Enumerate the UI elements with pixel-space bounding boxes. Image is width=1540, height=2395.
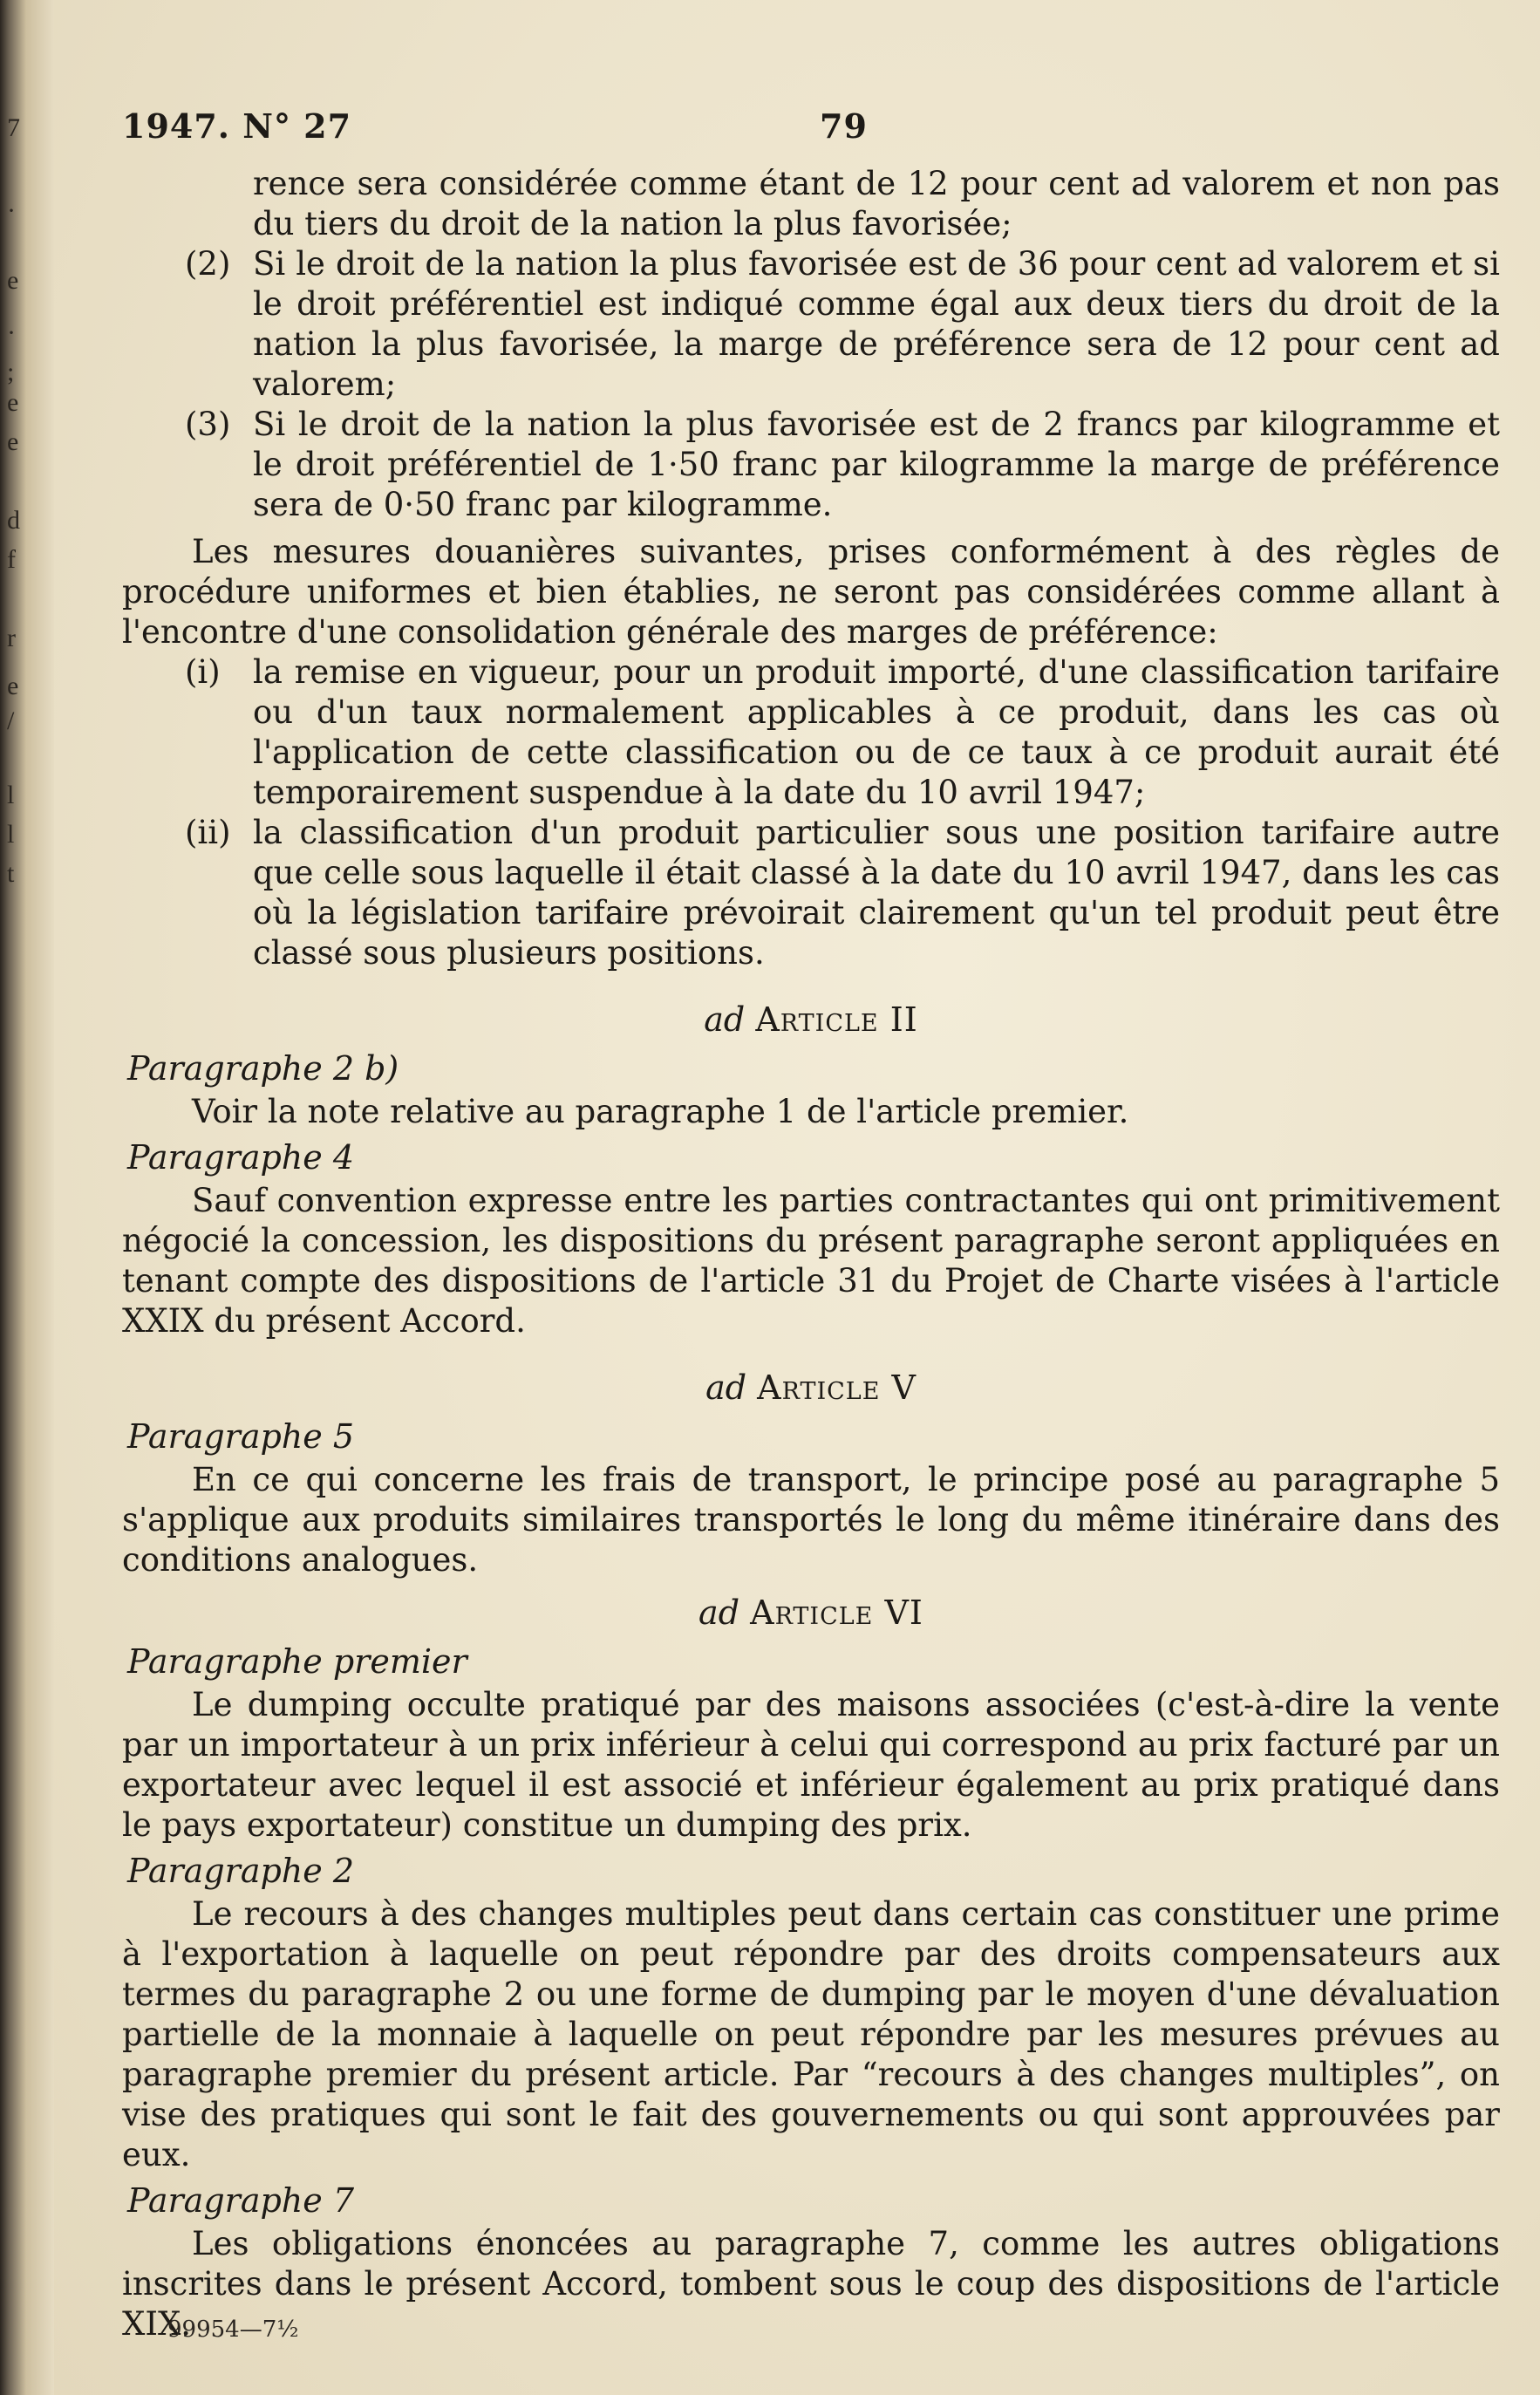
paragraph-text: Sauf convention expresse entre les parties contractantes qui ont primitivement négocié la concession, les dispositions du présent paragraphe seront appliquées en tenant compte des dispositions de l'article 31 du Projet de Charte visées à l'article XXIX du présent Accord. [122,1182,1500,1340]
continued-paragraph: rence sera considérée comme étant de 12 pour cent ad valorem et non pas du tiers du droit de la nation la plus favorisée; [253,165,1500,242]
gutter-mark: e [7,388,19,417]
gutter-mark: l [7,781,15,809]
example-list [122,244,1500,525]
article-heading [122,1368,1500,1408]
article-title: Article II [755,1000,918,1039]
gutter-mark: e [7,672,19,700]
gutter-mark: 7 [7,113,20,142]
measure-item [122,652,1500,813]
article-title: Article VI [750,1593,923,1632]
article-paragraph [122,1048,1500,1132]
measure-text: la remise en vigueur, pour un produit importé, d'une classification tarifaire ou d'un taux normalement applicables à ce produit, dans les cas où l'application de cette classification ou de ce taux à ce produit aurait été temporairement suspendue à la date du 10 avril 1947; [253,653,1500,811]
gutter-mark: · [7,196,16,225]
article-ad: ad [704,1000,746,1039]
year-number: 1947. N° 27 [122,106,352,146]
measure-number: (i) [185,653,221,691]
example-text: Si le droit de la nation la plus favorisée est de 36 pour cent ad valorem et si le droit préférentiel est indiqué comme égal aux deux tiers du droit de la nation la plus favorisée, la marge de préférence sera de 12 pour cent ad valorem; [253,245,1500,403]
gutter-mark: t [7,859,15,888]
gutter-mark: l [7,820,15,849]
article-paragraph [122,1416,1500,1580]
gutter-mark: f [7,545,16,574]
paragraph-text: Voir la note relative au paragraphe 1 de l'article premier. [192,1093,1129,1130]
paragraph-label: Paragraphe 4 [127,1138,355,1177]
measures-list [122,652,1500,973]
article-title: Article V [757,1368,917,1407]
gutter-mark: r [7,624,16,652]
example-text: Si le droit de la nation la plus favorisée est de 2 francs par kilogramme et le droit préférentiel de 1·50 franc par kilogramme la marge de préférence sera de 0·50 franc par kilogramme. [253,406,1500,523]
measure-item [122,813,1500,973]
gutter-mark: / [7,706,15,735]
page-header [122,98,1488,150]
article-heading [122,1593,1500,1633]
article-paragraph [122,2180,1500,2344]
page-number: 79 [820,106,868,146]
paragraph-text: En ce qui concerne les frais de transport, le principe posé au paragraphe 5 s'applique aux produits similaires transportés le long du même itinéraire dans des conditions analogues. [122,1461,1500,1579]
gutter-mark: d [7,506,20,535]
paragraph-text: Le dumping occulte pratiqué par des maisons associées (c'est-à-dire la vente par un importateur à un prix inférieur à celui qui correspond au prix facturé par un exportateur avec lequel il est associé et inférieur également au prix pratiqué dans le pays exportateur) constitue un dumping des prix. [122,1686,1500,1844]
paragraph-text: Le recours à des changes multiples peut dans certain cas constituer une prime à l'exportation à laquelle on peut répondre par des droits compensateurs aux termes du paragraphe 2 ou une forme de dumping par le moyen d'une dévaluation partielle de la monnaie à laquelle on peut répondre par les mesures prévues au paragraphe premier du présent article. Par “recours à des changes multiples”, on vise des pratiques qui sont le fait des gouvernements ou qui sont approuvées par eux. [122,1895,1500,2173]
article-paragraph [122,1137,1500,1341]
measure-text: la classification d'un produit particulier sous une position tarifaire autre que celle sous laquelle il était classé à la date du 10 avril 1947, dans les cas où la législation tarifaire prévoirait clairement qu'un tel produit peut être classé sous plusieurs positions. [253,814,1500,972]
example-number: (3) [185,406,231,443]
gutter-mark: ; [7,358,15,386]
gutter-mark: · [7,318,16,347]
gutter-mark: e [7,266,19,295]
paragraph-text: Les obligations énoncées au paragraphe 7, comme les autres obligations inscrites dans le présent Accord, tombent sous le coup des dispositions de l'article XIX. [122,2225,1500,2343]
article-paragraph [122,1641,1500,1846]
example-item [122,244,1500,405]
measures-intro: Les mesures douanières suivantes, prises conformément à des règles de procédure uniformes et bien établies, ne seront pas considérées comme allant à l'encontre d'une consolidation générale des marges de préférence: [122,533,1500,651]
paragraph-label: Paragraphe 7 [127,2181,355,2220]
article-ad: ad [705,1368,747,1407]
article-heading [122,1000,1500,1040]
example-item [122,405,1500,525]
article-paragraph [122,1851,1500,2175]
gutter-mark: e [7,427,19,456]
paragraph-label: Paragraphe 2 b) [127,1049,399,1088]
paragraph-label: Paragraphe premier [127,1642,467,1681]
printer-code: 99954—7½ [167,2317,299,2343]
paragraph-label: Paragraphe 2 [127,1852,355,1890]
example-number: (2) [185,245,231,283]
article-ad: ad [698,1593,740,1632]
paragraph-label: Paragraphe 5 [127,1417,355,1456]
document-page [54,0,1540,2395]
document-body [122,164,1500,2350]
measure-number: (ii) [185,814,231,851]
